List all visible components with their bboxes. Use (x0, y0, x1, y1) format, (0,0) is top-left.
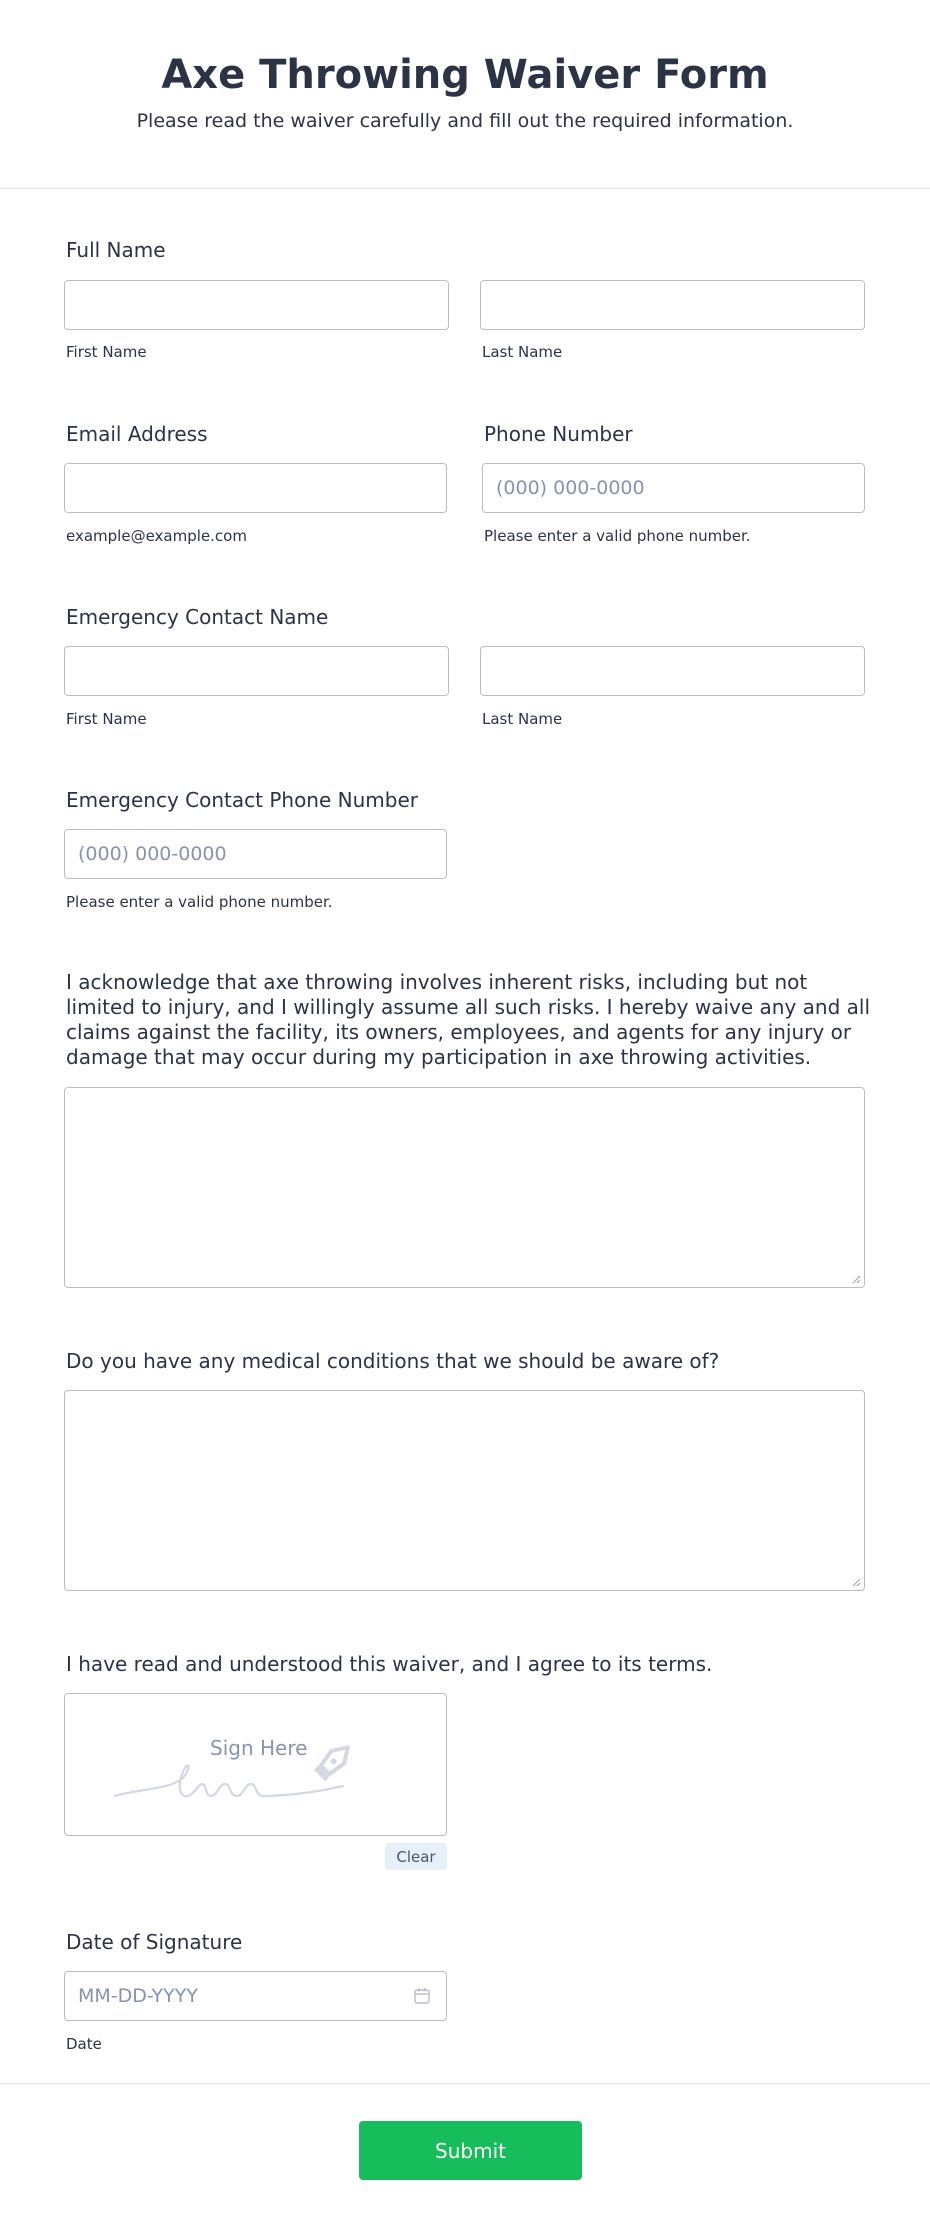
date-input[interactable] (64, 1971, 447, 2021)
phone-placeholder: (000) 000-0000 (496, 477, 645, 499)
last-name-input[interactable] (480, 280, 865, 330)
emergency-phone-input[interactable] (64, 829, 447, 879)
emergency-first-name-input[interactable] (64, 646, 449, 696)
last-name-sublabel: Last Name (482, 343, 563, 361)
first-name-input[interactable] (64, 280, 449, 330)
emergency-last-name-input[interactable] (480, 646, 865, 696)
email-sublabel: example@example.com (66, 527, 247, 545)
page-subtitle: Please read the waiver carefully and fill out the required information. (136, 110, 794, 132)
pen-nib-icon (313, 1741, 354, 1782)
signature-placeholder: Sign Here (210, 1736, 308, 1760)
emergency-first-name-sublabel: First Name (66, 710, 147, 728)
date-label: Date of Signature (66, 1930, 243, 1954)
first-name-sublabel: First Name (66, 343, 147, 361)
emergency-phone-placeholder: (000) 000-0000 (78, 843, 227, 865)
resize-grip-icon[interactable] (851, 1274, 861, 1284)
signature-label: I have read and understood this waiver, and I agree to its terms. (66, 1652, 713, 1676)
signature-pad[interactable] (64, 1693, 447, 1836)
date-sublabel: Date (66, 2035, 102, 2053)
footer-divider (0, 2083, 930, 2084)
full-name-label: Full Name (66, 238, 166, 262)
calendar-icon[interactable] (412, 1986, 432, 2006)
phone-input[interactable] (482, 463, 865, 513)
date-placeholder: MM-DD-YYYY (78, 1985, 198, 2007)
emergency-phone-label: Emergency Contact Phone Number (66, 788, 418, 812)
emergency-last-name-sublabel: Last Name (482, 710, 563, 728)
page-title: Axe Throwing Waiver Form (161, 52, 769, 98)
resize-grip-icon[interactable] (851, 1577, 861, 1587)
medical-label: Do you have any medical conditions that we should be aware of? (66, 1349, 720, 1373)
medical-textarea[interactable] (64, 1390, 865, 1591)
phone-label: Phone Number (484, 422, 633, 446)
acknowledgement-textarea[interactable] (64, 1087, 865, 1288)
emergency-name-label: Emergency Contact Name (66, 605, 329, 629)
submit-button[interactable]: Submit (359, 2121, 582, 2180)
email-input[interactable] (64, 463, 447, 513)
emergency-phone-sublabel: Please enter a valid phone number. (66, 893, 333, 911)
form-header (0, 0, 930, 189)
email-label: Email Address (66, 422, 208, 446)
signature-scribble-icon (113, 1738, 373, 1808)
acknowledgement-label: I acknowledge that axe throwing involves inherent risks, including but not limited to injury, and I willingly assume all such risks. I hereby waive any and all claims against the facility, its owners, employees, and agents for any injury or damage that may occur during my participation in axe throwing activities. (66, 970, 871, 1069)
clear-signature-button[interactable]: Clear (385, 1843, 447, 1870)
phone-sublabel: Please enter a valid phone number. (484, 527, 751, 545)
